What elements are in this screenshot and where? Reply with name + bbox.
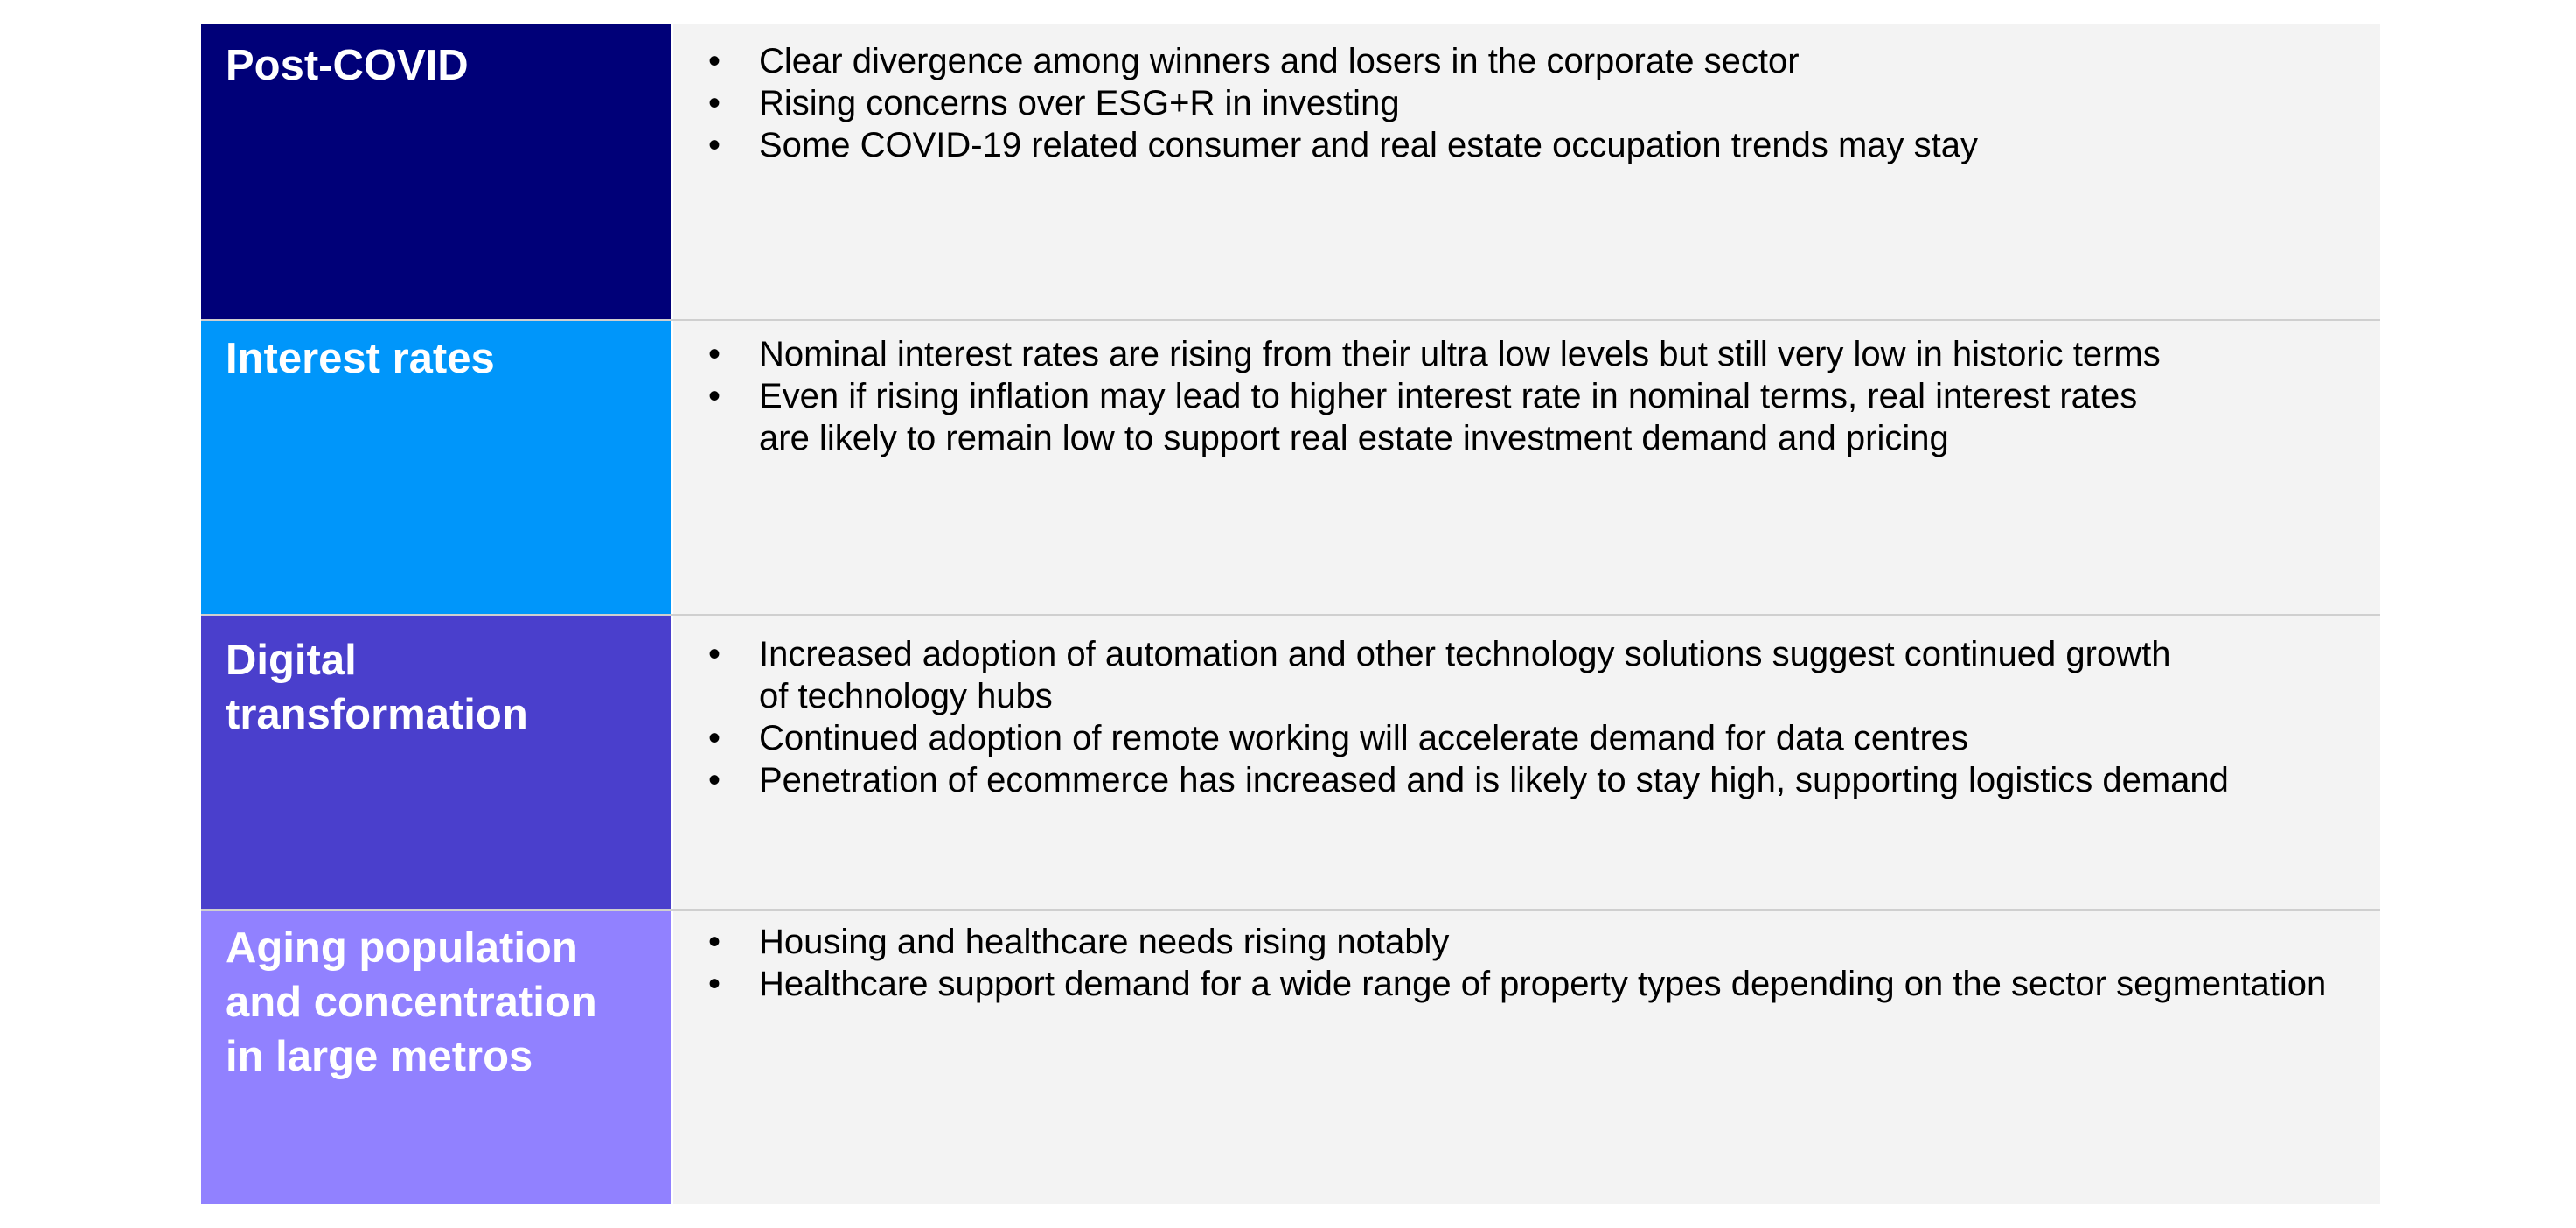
bullet-icon: • xyxy=(708,335,721,373)
row-body xyxy=(671,321,2380,614)
row-body xyxy=(671,616,2380,909)
bullet-list xyxy=(693,333,2345,459)
table-row-interest-rates xyxy=(201,319,2380,614)
bullet-text: Healthcare support demand for a wide range of property types depending on the sector segmentation xyxy=(759,965,2327,1003)
row-label: Interest rates xyxy=(201,321,671,614)
row-body xyxy=(671,911,2380,1204)
bullet-text: Clear divergence among winners and losers in the corporate sector xyxy=(759,42,1800,80)
bullet-list xyxy=(693,921,2345,1005)
bullet-icon: • xyxy=(708,126,721,164)
bullet-text: Housing and healthcare needs rising notably xyxy=(759,923,1450,961)
table-row-digital-transformation xyxy=(201,614,2380,909)
bullet-icon: • xyxy=(708,84,721,122)
bullet-icon: • xyxy=(708,635,721,673)
list-item xyxy=(693,921,2345,963)
row-body xyxy=(671,24,2380,319)
bullet-icon: • xyxy=(708,965,721,1003)
bullet-icon: • xyxy=(708,761,721,799)
bullet-text: Penetration of ecommerce has increased and is likely to stay high, supporting logistics demand xyxy=(759,761,2229,799)
list-item xyxy=(693,40,2345,82)
table-row-post-covid xyxy=(201,24,2380,319)
bullet-icon: • xyxy=(708,377,721,415)
list-item xyxy=(693,717,2345,759)
bullet-text: Rising concerns over ESG+R in investing xyxy=(759,84,1400,122)
list-item xyxy=(693,333,2345,375)
bullet-text: Continued adoption of remote working will accelerate demand for data centres xyxy=(759,719,1969,757)
bullet-icon: • xyxy=(708,923,721,961)
bullet-list xyxy=(693,40,2345,166)
list-item xyxy=(693,759,2345,801)
bullet-icon: • xyxy=(708,42,721,80)
bullet-text: Increased adoption of automation and other technology solutions suggest continued growth of technology hubs xyxy=(759,635,2171,715)
bullet-list xyxy=(693,633,2345,801)
bullet-icon: • xyxy=(708,719,721,757)
list-item xyxy=(693,124,2345,166)
row-label: Post-COVID xyxy=(201,24,671,319)
list-item xyxy=(693,375,2345,459)
bullet-text: Some COVID-19 related consumer and real estate occupation trends may stay xyxy=(759,126,1979,164)
trends-table xyxy=(201,24,2380,1204)
row-label: Digital transformation xyxy=(201,616,671,909)
row-label: Aging population and concentration in large metros xyxy=(201,911,671,1204)
table-row-aging-population xyxy=(201,909,2380,1204)
list-item xyxy=(693,82,2345,124)
list-item xyxy=(693,963,2345,1005)
bullet-text: Even if rising inflation may lead to higher interest rate in nominal terms, real interest rates are likely to remain low to support real estate investment demand and pricing xyxy=(759,377,2138,457)
bullet-text: Nominal interest rates are rising from their ultra low levels but still very low in historic terms xyxy=(759,335,2161,373)
list-item xyxy=(693,633,2345,717)
